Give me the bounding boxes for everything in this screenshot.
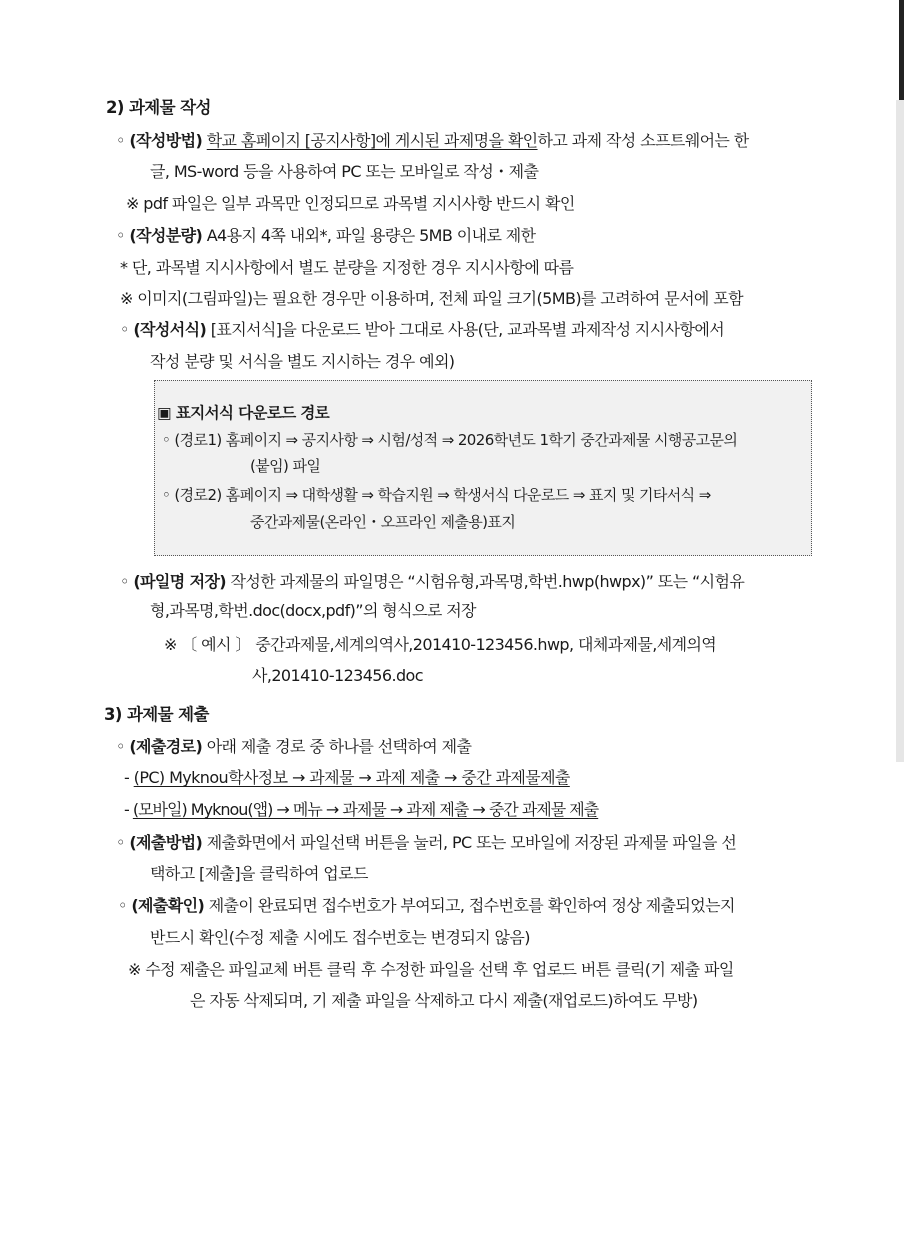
filename-example: ※ 〔 예시 〕 중간과제물,세계의역사,201410-123456.hwp, 대체과제물,세계의역	[164, 635, 717, 654]
label: (제출확인)	[131, 896, 205, 915]
filename-example-cont: 사,201410-123456.doc	[252, 666, 423, 685]
bullet: ◦	[116, 833, 125, 852]
text: [표지서식]을 다운로드 받아 그대로 사용(단, 교과목별 과제작성 지시사항에서	[210, 320, 725, 339]
route-1-cont: (붙임) 파일	[250, 457, 321, 475]
label: (파일명 저장)	[133, 572, 227, 591]
bullet: ◦	[120, 572, 129, 591]
writing-method	[116, 130, 749, 152]
label: (제출경로)	[129, 737, 203, 756]
revise-note-cont: 은 자동 삭제되며, 기 제출 파일을 삭제하고 다시 제출(재업로드)하여도 무방)	[190, 991, 698, 1010]
bullet: ◦	[116, 226, 125, 245]
writing-format-cont: 작성 분량 및 서식을 별도 지시하는 경우 예외)	[150, 352, 455, 371]
text: 제출화면에서 파일선택 버튼을 눌러, PC 또는 모바일에 저장된 과제물 파일을 선	[206, 833, 737, 852]
filename-save	[120, 571, 744, 593]
bullet: ◦	[116, 737, 125, 756]
amount-note-2: ※ 이미지(그림파일)는 필요한 경우만 이용하며, 전체 파일 크기(5MB)를 고려하여 문서에 포함	[120, 289, 743, 308]
route-2: ◦ (경로2) 홈페이지 ⇒ 대학생활 ⇒ 학습지원 ⇒ 학생서식 다운로드 ⇒ 표지 및 기타서식 ⇒	[162, 486, 711, 504]
route-2-cont: 중간과제물(온라인・오프라인 제출용)표지	[250, 513, 516, 531]
route-1: ◦ (경로1) 홈페이지 ⇒ 공지사항 ⇒ 시험/성적 ⇒ 2026학년도 1학기 중간과제물 시행공고문의	[162, 431, 738, 449]
pc-route-text: (PC) Myknou학사정보 → 과제물 → 과제 제출 → 중간 과제물제출	[133, 768, 570, 787]
pc-route	[124, 767, 570, 789]
scrollbar[interactable]	[896, 100, 904, 762]
section-3-title: 3) 과제물 제출	[104, 705, 209, 724]
text: 하고 과제 작성 소프트웨어는 한	[537, 131, 749, 150]
submit-method	[116, 832, 736, 854]
amount-note-1: * 단, 과목별 지시사항에서 별도 분량을 지정한 경우 지시사항에 따름	[120, 258, 574, 277]
submit-confirm	[118, 895, 735, 917]
dash: -	[124, 768, 134, 787]
mobile-route	[124, 799, 598, 821]
revise-note: ※ 수정 제출은 파일교체 버튼 클릭 후 수정한 파일을 선택 후 업로드 버튼 클릭(기 제출 파일	[128, 960, 734, 979]
submit-route	[116, 736, 471, 758]
writing-format	[120, 319, 724, 341]
label: (작성서식)	[133, 320, 207, 339]
dash: -	[124, 800, 133, 819]
text: 제출이 완료되면 접수번호가 부여되고, 접수번호를 확인하여 정상 제출되었는지	[208, 896, 735, 915]
text: 아래 제출 경로 중 하나를 선택하여 제출	[206, 737, 472, 756]
submit-method-cont: 택하고 [제출]을 클릭하여 업로드	[150, 864, 368, 883]
bullet: ◦	[120, 320, 129, 339]
underlined-text: 학교 홈페이지 [공지사항]에 게시된 과제명을 확인	[206, 131, 538, 150]
text: A4용지 4쪽 내외*, 파일 용량은 5MB 이내로 제한	[206, 226, 536, 245]
bullet: ◦	[116, 131, 125, 150]
writing-amount	[116, 225, 536, 247]
scrollbar-edge	[899, 0, 904, 100]
box-title: ▣ 표지서식 다운로드 경로	[157, 404, 330, 422]
writing-method-cont: 글, MS-word 등을 사용하여 PC 또는 모바일로 작성・제출	[150, 162, 539, 181]
label: (제출방법)	[129, 833, 203, 852]
mobile-route-text: (모바일) Myknou(앱) → 메뉴 → 과제물 → 과제 제출 → 중간 과제물 제출	[132, 800, 599, 819]
bullet: ◦	[118, 896, 127, 915]
filename-save-cont: 형,과목명,학번.doc(docx,pdf)”의 형식으로 저장	[150, 601, 476, 620]
section-2-title: 2) 과제물 작성	[106, 98, 211, 117]
label: (작성방법)	[129, 131, 203, 150]
text: 작성한 과제물의 파일명은 “시험유형,과목명,학번.hwp(hwpx)” 또는 “시험유	[230, 572, 745, 591]
pdf-note: ※ pdf 파일은 일부 과목만 인정되므로 과목별 지시사항 반드시 확인	[126, 194, 575, 213]
submit-confirm-cont: 반드시 확인(수정 제출 시에도 접수번호는 변경되지 않음)	[150, 928, 530, 947]
label: (작성분량)	[129, 226, 203, 245]
